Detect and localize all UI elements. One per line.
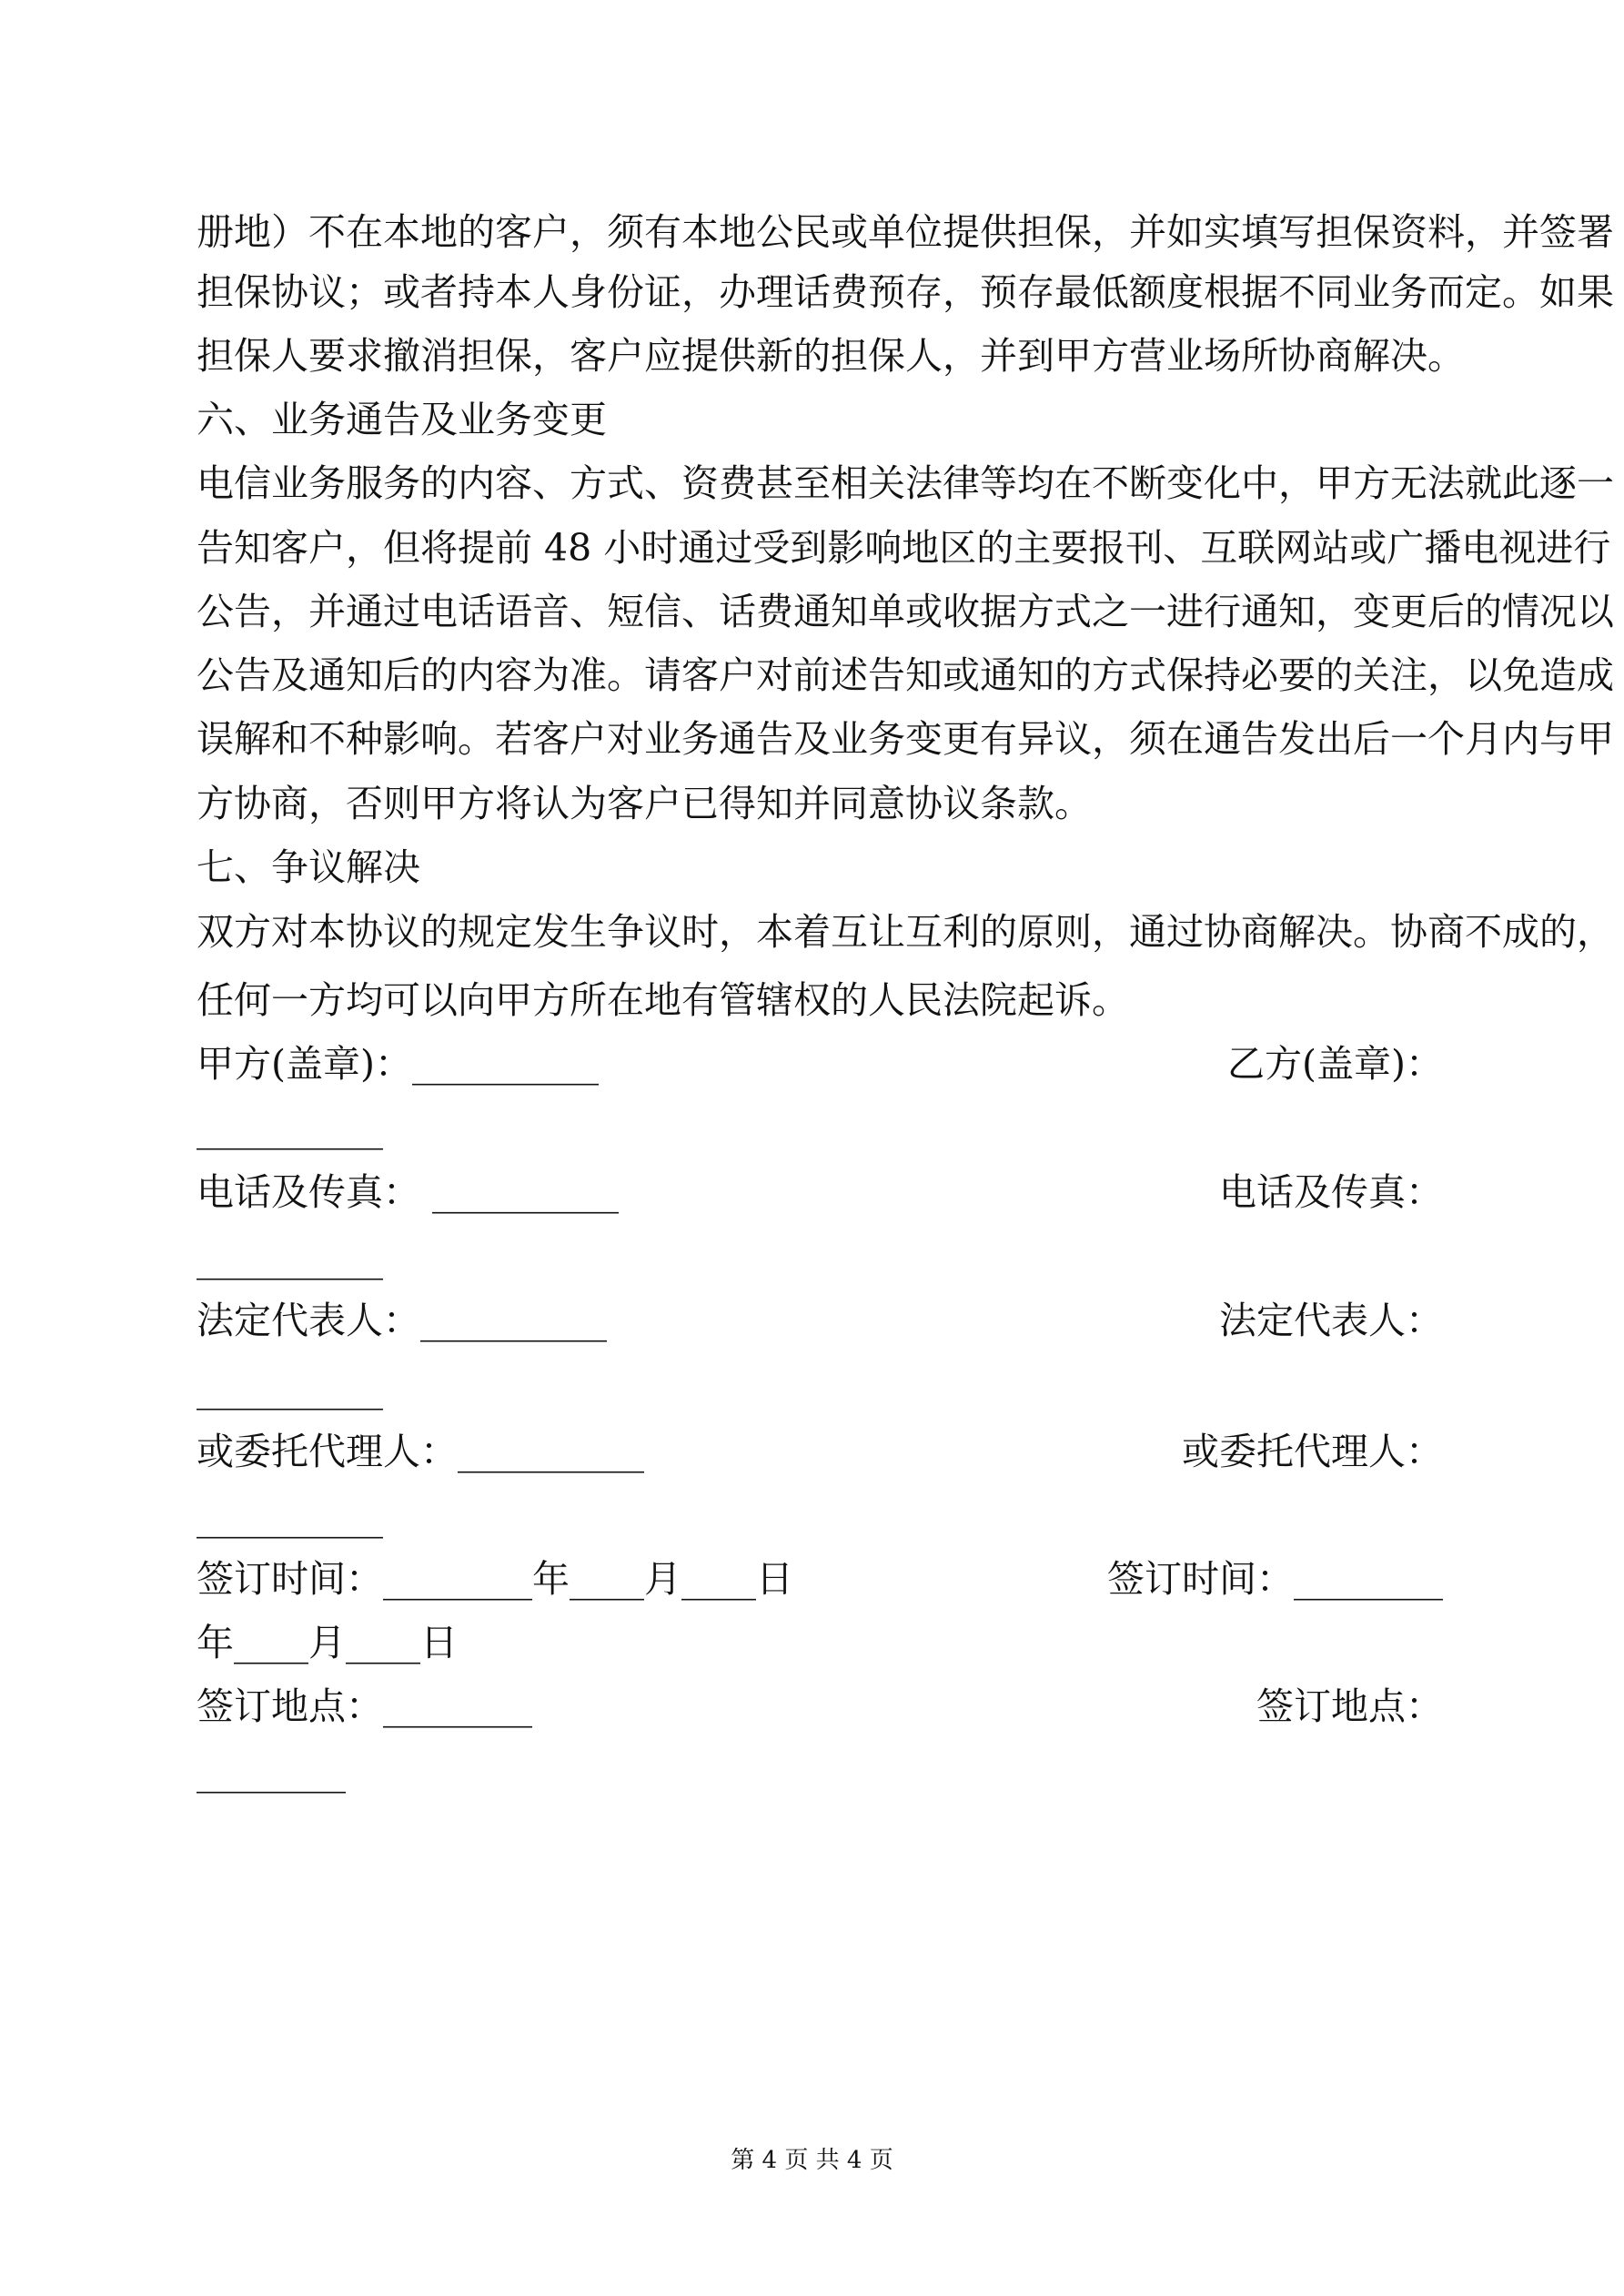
signature-blank <box>197 1097 1443 1160</box>
text: 双方对本协议的规定发生争议时，本着互让互利的原则，通过协商解决。协商不成的， <box>197 910 1614 954</box>
paragraph-line <box>197 324 1465 388</box>
party-a-sign-place: 签订地点：________ <box>197 1684 532 1728</box>
party-b-legal-rep: 法定代表人： <box>1219 1299 1443 1342</box>
text: 六、业务通告及业务变更 <box>197 398 607 441</box>
paragraph-line <box>197 968 1443 1032</box>
blank-line: ________ <box>197 1750 346 1794</box>
signature-blank <box>197 1485 1443 1549</box>
signature-row <box>197 1674 1443 1738</box>
party-b-phone: 电话及传真： <box>1219 1170 1443 1214</box>
blank-line: __________ <box>197 1107 383 1150</box>
party-a-phone: 电话及传真： __________ <box>197 1170 620 1214</box>
signature-blank <box>197 1357 1443 1421</box>
signature-blank <box>197 1740 1443 1804</box>
paragraph-line <box>197 707 1614 771</box>
paragraph-line <box>197 516 1611 580</box>
party-b-sign-date: 签订时间：________ <box>1107 1557 1443 1601</box>
date-continuation: 年____月____日 <box>197 1621 458 1664</box>
signature-row <box>197 1032 1443 1096</box>
text: 担保协议；或者持本人身份证，办理话费预存，预存最低额度根据不同业务而定。如果 <box>197 270 1614 314</box>
party-b-agent: 或委托代理人： <box>1182 1430 1443 1473</box>
signature-row <box>197 1547 1443 1611</box>
text: 任何一方均可以向甲方所在地有管辖权的人民法院起诉。 <box>197 978 1129 1022</box>
blank-line: __________ <box>197 1367 383 1411</box>
blank-line: __________ <box>197 1495 383 1539</box>
text: 公告，并通过电话语音、短信、话费通知单或收据方式之一进行通知，变更后的情况以 <box>197 590 1614 633</box>
text: 方协商，否则甲方将认为客户已得知并同意协议条款。 <box>197 782 1092 825</box>
text: 告知客户，但将提前 48 小时通过受到影响地区的主要报刊、互联网站或广播电视进行 <box>197 526 1611 570</box>
signature-blank <box>197 1227 1443 1290</box>
party-b-sign-place: 签订地点： <box>1256 1684 1443 1728</box>
paragraph-line <box>197 900 1614 964</box>
party-a-legal-rep: 法定代表人：__________ <box>197 1299 607 1342</box>
party-a-sign-date: 签订时间：________年____月____日 <box>197 1557 793 1601</box>
page-number-footer: 第 4 页 共 4 页 <box>731 2147 893 2174</box>
paragraph-line <box>197 643 1614 707</box>
paragraph-line <box>197 772 1443 835</box>
paragraph-line <box>197 260 1614 324</box>
blank-line: __________ <box>197 1237 383 1280</box>
signature-blank <box>197 1611 1443 1674</box>
text: 公告及通知后的内容为准。请客户对前述告知或通知的方式保持必要的关注，以免造成 <box>197 653 1614 697</box>
section-heading <box>197 388 1443 451</box>
text: 担保人要求撤消担保，客户应提供新的担保人，并到甲方营业场所协商解决。 <box>197 334 1465 378</box>
signature-row <box>197 1160 1443 1224</box>
text: 误解和不种影响。若客户对业务通告及业务变更有异议，须在通告发出后一个月内与甲 <box>197 717 1614 761</box>
paragraph-line <box>197 451 1614 515</box>
signature-row <box>197 1420 1443 1483</box>
text: 七、争议解决 <box>197 845 420 889</box>
text: 册地）不在本地的客户，须有本地公民或单位提供担保，并如实填写担保资料，并签署 <box>197 210 1614 254</box>
section-heading <box>197 835 1443 899</box>
party-a-seal: 甲方(盖章)：__________ <box>197 1042 599 1086</box>
paragraph-line <box>197 580 1614 643</box>
party-b-seal: 乙方(盖章)： <box>1227 1042 1443 1086</box>
signature-row <box>197 1289 1443 1352</box>
text: 电信业务服务的内容、方式、资费甚至相关法律等均在不断变化中，甲方无法就此逐一 <box>197 461 1614 505</box>
paragraph-line <box>197 200 1614 264</box>
party-a-agent: 或委托代理人：__________ <box>197 1430 644 1473</box>
